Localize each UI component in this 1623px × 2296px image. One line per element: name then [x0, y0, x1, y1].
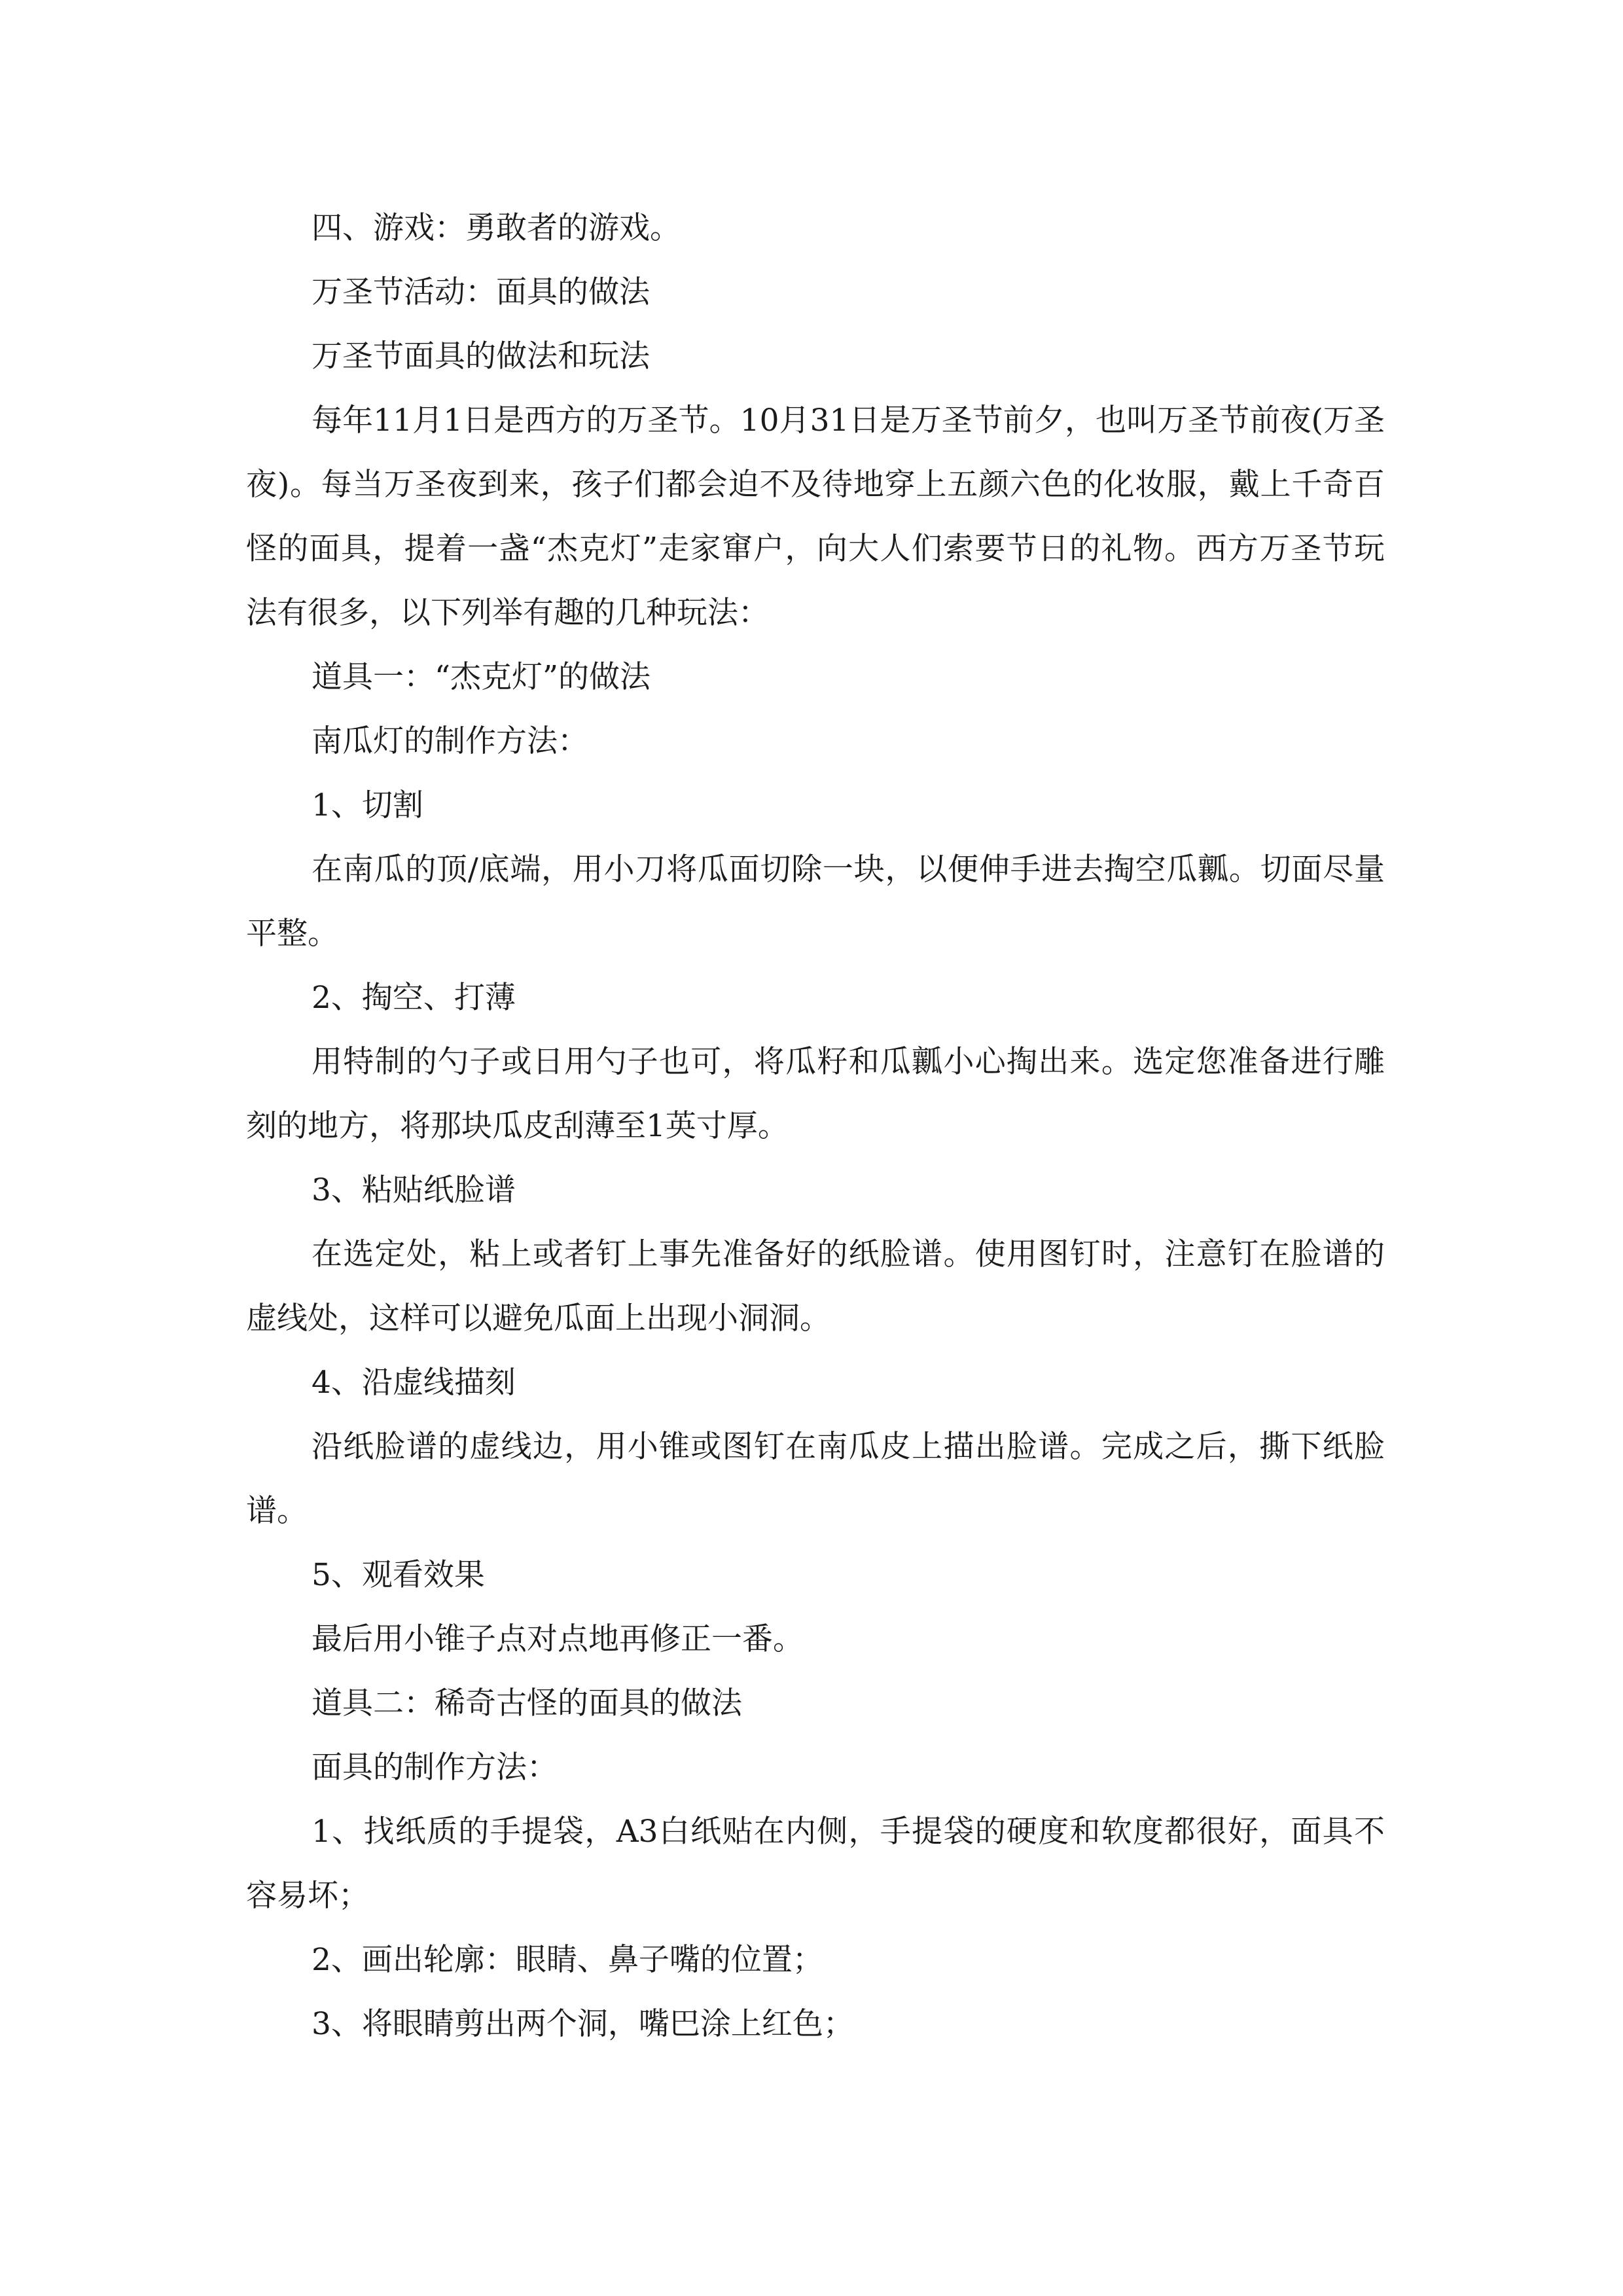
heading-pumpkin-lamp-method: 南瓜灯的制作方法：	[312, 723, 588, 759]
mask-step-3: 3、将眼睛剪出两个洞，嘴巴涂上红色；	[312, 2006, 854, 2042]
step-2-text: 用特制的勺子或日用勺子也可，将瓜籽和瓜瓤小心掏出来。选定您准备进行雕刻的地方，将那块瓜皮刮薄至1英寸厚。	[246, 1044, 1385, 1144]
mask-step-2: 2、画出轮廓：眼睛、鼻子嘴的位置；	[312, 1942, 823, 1978]
heading-mask-making-method: 面具的制作方法：	[312, 1749, 558, 1785]
step-5-title: 5、观看效果	[312, 1557, 485, 1593]
heading-prop-one: 道具一：“杰克灯”的做法	[312, 659, 651, 695]
heading-mask-methods: 万圣节面具的做法和玩法	[312, 338, 650, 374]
step-4-text: 沿纸脸谱的虚线边，用小锥或图钉在南瓜皮上描出脸谱。完成之后，撕下纸脸谱。	[246, 1429, 1385, 1529]
step-1-text: 在南瓜的顶/底端，用小刀将瓜面切除一块，以便伸手进去掏空瓜瓤。切面尽量平整。	[246, 852, 1385, 952]
step-4-title: 4、沿虚线描刻	[312, 1365, 516, 1401]
mask-step-1: 1、找纸质的手提袋，A3白纸贴在内侧，手提袋的硬度和软度都很好，面具不容易坏；	[246, 1814, 1385, 1914]
document-body	[246, 196, 1385, 2056]
step-3-text: 在选定处，粘上或者钉上事先准备好的纸脸谱。使用图钉时，注意钉在脸谱的虚线处，这样可以避免瓜面上出现小洞洞。	[246, 1236, 1385, 1336]
step-3-title: 3、粘贴纸脸谱	[312, 1172, 516, 1208]
heading-prop-two: 道具二：稀奇古怪的面具的做法	[312, 1685, 742, 1721]
step-1-title: 1、切割	[312, 787, 423, 823]
step-5-text: 最后用小锥子点对点地再修正一番。	[312, 1621, 804, 1657]
step-2-title: 2、掏空、打薄	[312, 980, 516, 1016]
heading-halloween-activity: 万圣节活动：面具的做法	[312, 274, 650, 310]
heading-game: 四、游戏：勇敢者的游戏。	[312, 210, 681, 246]
paragraph-intro: 每年11月1日是西方的万圣节。10月31日是万圣节前夕，也叫万圣节前夜(万圣夜)。每当万圣夜到来，孩子们都会迫不及待地穿上五颜六色的化妆服，戴上千奇百怪的面具，提着一盏“杰克灯”走家窜户，向大人们索要节日的礼物。西方万圣节玩法有很多，以下列举有趣的几种玩法：	[246, 403, 1385, 631]
